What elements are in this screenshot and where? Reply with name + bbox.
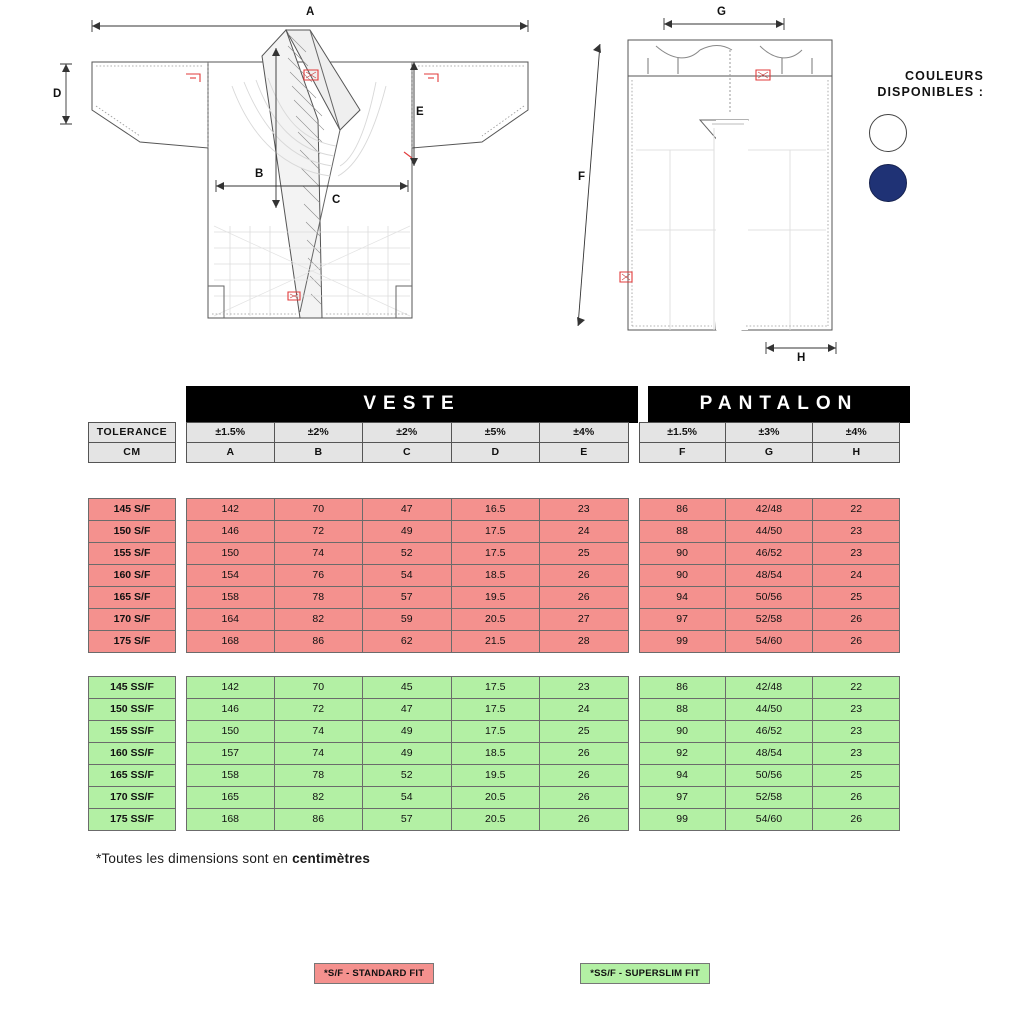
table-cell: 76 <box>275 564 364 587</box>
table-cell: 17.5 <box>452 676 541 699</box>
table-cell: 26 <box>813 808 900 831</box>
superslim-fit-table <box>88 676 900 830</box>
veste-tolerance-e: ±4% <box>540 422 629 443</box>
table-cell: 57 <box>363 586 452 609</box>
table-cell: 168 <box>186 808 275 831</box>
table-cell: 165 <box>186 786 275 809</box>
veste-col-d: D <box>452 442 541 463</box>
veste-tolerance-a: ±1.5% <box>186 422 275 443</box>
table-cell: 23 <box>813 698 900 721</box>
pantalon-tolerance-row <box>639 422 901 443</box>
table-cell: 17.5 <box>452 720 541 743</box>
table-cell: 26 <box>540 586 629 609</box>
pantalon-values <box>639 520 901 543</box>
table-cell: 86 <box>275 808 364 831</box>
header-left-labels <box>88 422 176 463</box>
available-colors-block <box>814 68 984 202</box>
superslim-fit-size-label: 155 SS/F <box>88 720 176 743</box>
superslim-fit-size-label: 165 SS/F <box>88 764 176 787</box>
table-row <box>88 608 900 631</box>
table-cell: 26 <box>813 630 900 653</box>
veste-col-a: A <box>186 442 275 463</box>
footnote-prefix: *Toutes les dimensions sont en <box>96 851 293 866</box>
table-row <box>88 630 900 653</box>
pantalon-values <box>639 676 901 699</box>
dim-label-F: F <box>578 171 586 183</box>
veste-values <box>186 764 629 787</box>
table-cell: 49 <box>363 720 452 743</box>
table-cell: 17.5 <box>452 542 541 565</box>
table-row <box>88 520 900 543</box>
dim-label-D: D <box>53 88 62 100</box>
table-cell: 16.5 <box>452 498 541 521</box>
table-cell: 52/58 <box>726 786 813 809</box>
table-cell: 25 <box>813 764 900 787</box>
pantalon-tolerance-f: ±1.5% <box>639 422 726 443</box>
table-cell: 72 <box>275 698 364 721</box>
color-swatch-navy-blue <box>869 164 907 202</box>
table-cell: 24 <box>540 520 629 543</box>
table-cell: 74 <box>275 720 364 743</box>
table-cell: 22 <box>813 676 900 699</box>
table-cell: 97 <box>639 786 726 809</box>
dim-label-B: B <box>255 168 264 180</box>
pantalon-values <box>639 764 901 787</box>
veste-tolerance-d: ±5% <box>452 422 541 443</box>
table-cell: 78 <box>275 764 364 787</box>
table-cell: 82 <box>275 786 364 809</box>
table-cell: 142 <box>186 676 275 699</box>
pantalon-values <box>639 742 901 765</box>
table-cell: 18.5 <box>452 742 541 765</box>
table-cell: 19.5 <box>452 586 541 609</box>
table-cell: 23 <box>813 720 900 743</box>
table-row <box>88 564 900 587</box>
pantalon-values <box>639 608 901 631</box>
table-cell: 50/56 <box>726 764 813 787</box>
veste-values <box>186 698 629 721</box>
table-cell: 86 <box>639 676 726 699</box>
table-cell: 20.5 <box>452 608 541 631</box>
pantalon-values <box>639 498 901 521</box>
veste-col-e: E <box>540 442 629 463</box>
table-cell: 17.5 <box>452 520 541 543</box>
table-cell: 74 <box>275 742 364 765</box>
table-cell: 22 <box>813 498 900 521</box>
table-cell: 20.5 <box>452 808 541 831</box>
table-cell: 150 <box>186 720 275 743</box>
veste-values <box>186 608 629 631</box>
table-cell: 62 <box>363 630 452 653</box>
veste-values <box>186 676 629 699</box>
table-cell: 47 <box>363 498 452 521</box>
colors-title-line2: DISPONIBLES : <box>877 85 984 99</box>
band-pantalon: PANTALON <box>648 386 910 423</box>
table-cell: 52/58 <box>726 608 813 631</box>
standard-fit-size-label: 150 S/F <box>88 520 176 543</box>
table-row <box>88 742 900 765</box>
table-cell: 54 <box>363 786 452 809</box>
table-cell: 54/60 <box>726 808 813 831</box>
veste-values <box>186 808 629 831</box>
table-cell: 90 <box>639 564 726 587</box>
table-cell: 17.5 <box>452 698 541 721</box>
header-pantalon-cols <box>639 422 901 463</box>
table-cell: 146 <box>186 698 275 721</box>
standard-fit-size-label: 160 S/F <box>88 564 176 587</box>
table-cell: 54 <box>363 564 452 587</box>
table-cell: 26 <box>540 764 629 787</box>
table-cell: 146 <box>186 520 275 543</box>
table-cell: 150 <box>186 542 275 565</box>
color-swatch-white <box>869 114 907 152</box>
standard-fit-table <box>88 498 900 652</box>
standard-fit-size-label: 165 S/F <box>88 586 176 609</box>
veste-values <box>186 786 629 809</box>
pantalon-values <box>639 808 901 831</box>
legend-standard-fit: *S/F - STANDARD FIT <box>314 963 434 984</box>
veste-values <box>186 742 629 765</box>
table-cell: 94 <box>639 764 726 787</box>
veste-col-c: C <box>363 442 452 463</box>
pantalon-values <box>639 630 901 653</box>
table-cell: 70 <box>275 498 364 521</box>
superslim-fit-size-label: 175 SS/F <box>88 808 176 831</box>
table-cell: 48/54 <box>726 742 813 765</box>
table-cell: 23 <box>813 542 900 565</box>
table-cell: 23 <box>813 520 900 543</box>
pantalon-values <box>639 542 901 565</box>
veste-values <box>186 498 629 521</box>
table-cell: 59 <box>363 608 452 631</box>
table-row <box>88 720 900 743</box>
table-cell: 21.5 <box>452 630 541 653</box>
table-cell: 88 <box>639 520 726 543</box>
pants-drawing <box>577 18 836 354</box>
table-cell: 158 <box>186 586 275 609</box>
table-cell: 86 <box>275 630 364 653</box>
table-row <box>88 586 900 609</box>
pantalon-col-g: G <box>726 442 813 463</box>
table-cell: 70 <box>275 676 364 699</box>
table-cell: 26 <box>540 742 629 765</box>
table-cell: 47 <box>363 698 452 721</box>
table-cell: 74 <box>275 542 364 565</box>
table-cell: 154 <box>186 564 275 587</box>
table-cell: 24 <box>813 564 900 587</box>
table-row <box>88 698 900 721</box>
technical-drawing-area <box>0 0 1024 378</box>
veste-values <box>186 630 629 653</box>
table-cell: 46/52 <box>726 720 813 743</box>
pantalon-values <box>639 698 901 721</box>
pantalon-values <box>639 564 901 587</box>
table-row <box>88 498 900 521</box>
pantalon-col-h: H <box>813 442 900 463</box>
table-cell: 25 <box>540 542 629 565</box>
superslim-fit-size-label: 160 SS/F <box>88 742 176 765</box>
units-footnote <box>96 851 370 866</box>
colors-title-line1: COULEURS <box>905 69 984 83</box>
table-cell: 26 <box>540 786 629 809</box>
table-cell: 94 <box>639 586 726 609</box>
table-cell: 168 <box>186 630 275 653</box>
dim-label-G: G <box>717 6 727 18</box>
table-cell: 52 <box>363 542 452 565</box>
veste-values <box>186 520 629 543</box>
dim-label-A: A <box>306 6 315 18</box>
table-cell: 49 <box>363 520 452 543</box>
table-cell: 20.5 <box>452 786 541 809</box>
table-cell: 157 <box>186 742 275 765</box>
table-cell: 164 <box>186 608 275 631</box>
table-cell: 78 <box>275 586 364 609</box>
table-cell: 23 <box>540 676 629 699</box>
footnote-strong: centimètres <box>292 851 371 866</box>
table-cell: 90 <box>639 542 726 565</box>
table-cell: 50/56 <box>726 586 813 609</box>
table-cell: 86 <box>639 498 726 521</box>
veste-values <box>186 720 629 743</box>
table-cell: 99 <box>639 630 726 653</box>
veste-values <box>186 586 629 609</box>
veste-col-b: B <box>275 442 364 463</box>
table-cell: 28 <box>540 630 629 653</box>
dim-label-C: C <box>332 194 341 206</box>
table-cell: 26 <box>813 608 900 631</box>
table-cell: 24 <box>540 698 629 721</box>
table-cell: 57 <box>363 808 452 831</box>
table-cell: 45 <box>363 676 452 699</box>
veste-values <box>186 542 629 565</box>
table-cell: 44/50 <box>726 698 813 721</box>
table-cell: 23 <box>540 498 629 521</box>
pantalon-values <box>639 720 901 743</box>
veste-values <box>186 564 629 587</box>
pantalon-tolerance-h: ±4% <box>813 422 900 443</box>
table-cell: 88 <box>639 698 726 721</box>
standard-fit-size-label: 155 S/F <box>88 542 176 565</box>
table-cell: 18.5 <box>452 564 541 587</box>
band-veste: VESTE <box>186 386 638 423</box>
table-cell: 99 <box>639 808 726 831</box>
table-header <box>88 422 900 463</box>
color-swatch-list <box>814 114 984 202</box>
veste-tolerance-b: ±2% <box>275 422 364 443</box>
dim-label-E: E <box>416 106 425 118</box>
table-cell: 46/52 <box>726 542 813 565</box>
table-cell: 92 <box>639 742 726 765</box>
header-veste-cols <box>186 422 629 463</box>
pantalon-values <box>639 586 901 609</box>
pantalon-tolerance-g: ±3% <box>726 422 813 443</box>
table-cell: 48/54 <box>726 564 813 587</box>
table-cell: 26 <box>540 564 629 587</box>
table-cell: 42/48 <box>726 498 813 521</box>
table-cell: 52 <box>363 764 452 787</box>
table-cell: 44/50 <box>726 520 813 543</box>
cm-label: CM <box>88 442 176 463</box>
table-cell: 25 <box>813 586 900 609</box>
table-row <box>88 808 900 831</box>
pantalon-values <box>639 786 901 809</box>
jacket-drawing <box>60 20 528 318</box>
table-cell: 23 <box>813 742 900 765</box>
table-row <box>88 676 900 699</box>
pantalon-col-f: F <box>639 442 726 463</box>
table-section-bands <box>186 386 910 423</box>
table-cell: 26 <box>540 808 629 831</box>
superslim-fit-size-label: 150 SS/F <box>88 698 176 721</box>
superslim-fit-size-label: 145 SS/F <box>88 676 176 699</box>
table-cell: 25 <box>540 720 629 743</box>
table-row <box>88 786 900 809</box>
table-row <box>88 764 900 787</box>
tolerance-label: TOLERANCE <box>88 422 176 443</box>
legend-superslim-fit: *SS/F - SUPERSLIM FIT <box>580 963 710 984</box>
veste-tolerance-row <box>186 422 629 443</box>
table-cell: 90 <box>639 720 726 743</box>
table-cell: 26 <box>813 786 900 809</box>
table-cell: 97 <box>639 608 726 631</box>
table-cell: 42/48 <box>726 676 813 699</box>
table-cell: 142 <box>186 498 275 521</box>
veste-tolerance-c: ±2% <box>363 422 452 443</box>
table-cell: 54/60 <box>726 630 813 653</box>
table-cell: 158 <box>186 764 275 787</box>
standard-fit-size-label: 175 S/F <box>88 630 176 653</box>
dim-label-H: H <box>797 352 806 364</box>
table-row <box>88 542 900 565</box>
table-cell: 72 <box>275 520 364 543</box>
table-cell: 19.5 <box>452 764 541 787</box>
fit-legend <box>0 963 1024 984</box>
table-cell: 82 <box>275 608 364 631</box>
standard-fit-size-label: 145 S/F <box>88 498 176 521</box>
veste-column-row <box>186 442 629 463</box>
table-cell: 27 <box>540 608 629 631</box>
superslim-fit-size-label: 170 SS/F <box>88 786 176 809</box>
standard-fit-size-label: 170 S/F <box>88 608 176 631</box>
table-cell: 49 <box>363 742 452 765</box>
pantalon-column-row <box>639 442 901 463</box>
